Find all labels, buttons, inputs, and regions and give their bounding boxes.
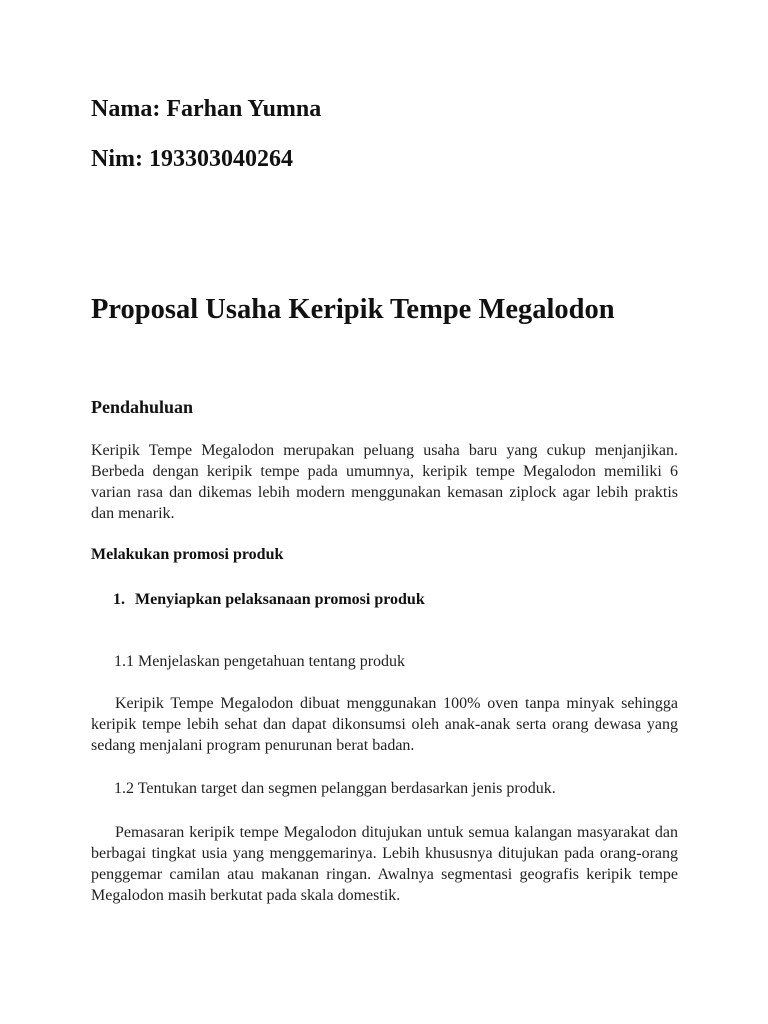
pendahuluan-paragraph: Keripik Tempe Megalodon merupakan peluang usaha baru yang cukup menjanjikan. Berbeda dengan keripik tempe pada umumnya, keripik tempe Megalodon memiliki 6 varian rasa dan dikemas lebih modern menggunakan kemasan ziplock agar lebih praktis dan menarik. [91,442,678,522]
item-label: Menyiapkan pelaksanaan promosi produk [135,591,425,608]
section-heading-pendahuluan: Pendahuluan [91,397,194,417]
section-heading-promosi: Melakukan promosi produk [91,546,284,563]
item-number: 1. [113,591,125,608]
document-title: Proposal Usaha Keripik Tempe Megalodon [91,294,615,325]
student-name: Nama: Farhan Yumna [91,96,322,122]
subpoint-1-1-label: 1.1 Menjelaskan pengetahuan tentang produk [114,653,406,670]
student-nim: Nim: 193303040264 [91,146,293,172]
numbered-item-1 [113,590,678,610]
subpoint-1-1-paragraph: Keripik Tempe Megalodon dibuat menggunakan 100% oven tanpa minyak sehingga keripik tempe lebih sehat dan dapat dikonsumsi oleh anak-anak serta orang dewasa yang sedang menjalani program penurunan berat badan. [91,695,678,754]
subpoint-1-2-label: 1.2 Tentukan target dan segmen pelanggan berdasarkan jenis produk. [114,780,556,797]
subpoint-1-2-paragraph: Pemasaran keripik tempe Megalodon ditujukan untuk semua kalangan masyarakat dan berbagai tingkat usia yang menggemarinya. Lebih khususnya ditujukan pada orang-orang penggemar camilan atau makanan ringan. Awalnya segmentasi geografis keripik tempe Megalodon masih berkutat pada skala domestik. [91,824,678,904]
